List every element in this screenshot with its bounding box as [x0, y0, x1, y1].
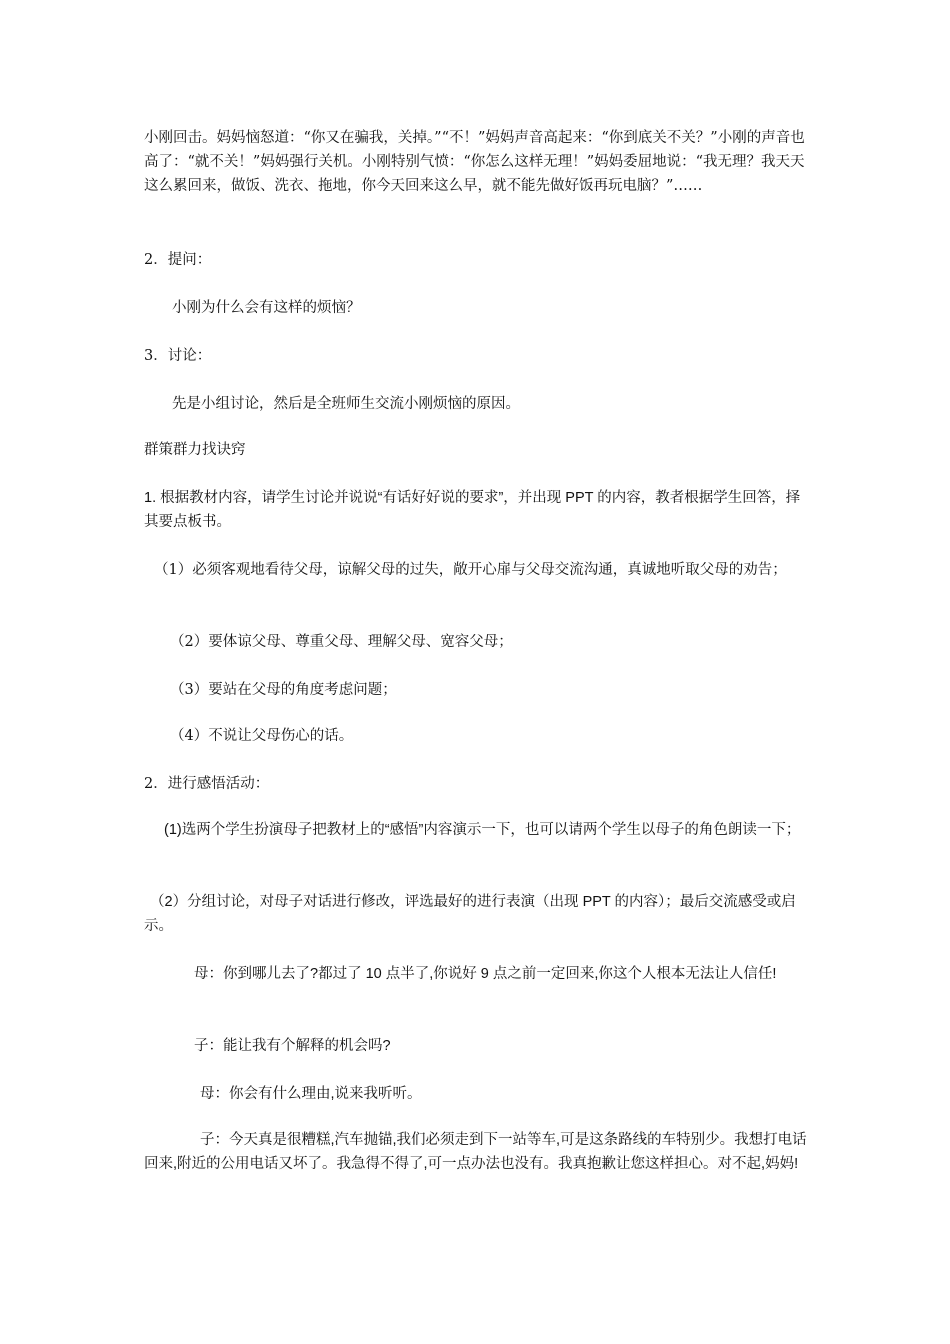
requirement-item-2: （2）要体谅父母、尊重父母、理解父母、宽容父母；	[170, 634, 513, 650]
dialogue-line-mother-1: 母：你到哪儿去了?都过了 10 点半了,你说好 9 点之前一定回来,你这个人根本无法让人信任!	[194, 966, 777, 982]
step-discussion-heading: 3．讨论：	[144, 348, 212, 364]
activity-heading: 2．进行感悟活动：	[144, 776, 270, 792]
activity-item-1: (1)选两个学生扮演母子把教材上的“感悟”内容演示一下，也可以请两个学生以母子的角色朗读一下；	[164, 822, 801, 838]
activity-item-2: （2）分组讨论，对母子对话进行修改，评选最好的进行表演（出现 PPT 的内容）；最后交流感受或启示。	[144, 894, 796, 934]
instruction-paragraph: 1. 根据教材内容，请学生讨论并说说“有话好好说的要求”，并出现 PPT 的内容，教者根据学生回答，择其要点板书。	[144, 490, 801, 530]
dialogue-line-son-2: 子：今天真是很糟糕,汽车抛锚,我们必须走到下一站等车,可是这条路线的车特别少。我想打电话回来,附近的公用电话又坏了。我急得不得了,可一点办法也没有。我真抱歉让您这样担心。对不起,妈妈!	[144, 1132, 807, 1172]
story-paragraph: 小刚回击。妈妈恼怒道：“你又在骗我，关掉。”“不！”妈妈声音高起来：“你到底关不关？”小刚的声音也高了：“就不关！”妈妈强行关机。小刚特别气愤：“你怎么这样无理！”妈妈委屈地说：“我无理？我天天这么累回来，做饭、洗衣、拖地，你今天回来这么早，就不能先做好饭再玩电脑？”……	[144, 130, 805, 194]
section-heading: 群策群力找诀窍	[144, 442, 246, 458]
question-text: 小刚为什么会有这样的烦恼？	[172, 300, 361, 316]
dialogue-line-son-1: 子：能让我有个解释的机会吗?	[194, 1038, 391, 1054]
requirement-item-4: （4）不说让父母伤心的话。	[170, 728, 354, 744]
discussion-text: 先是小组讨论，然后是全班师生交流小刚烦恼的原因。	[172, 396, 520, 412]
dialogue-line-mother-2: 母：你会有什么理由,说来我听听。	[200, 1086, 422, 1102]
step-question-heading: 2．提问：	[144, 252, 212, 268]
requirement-item-3: （3）要站在父母的角度考虑问题；	[170, 682, 397, 698]
requirement-item-1: （1）必须客观地看待父母，谅解父母的过失，敞开心扉与父母交流沟通，真诚地听取父母的劝告；	[154, 562, 787, 578]
